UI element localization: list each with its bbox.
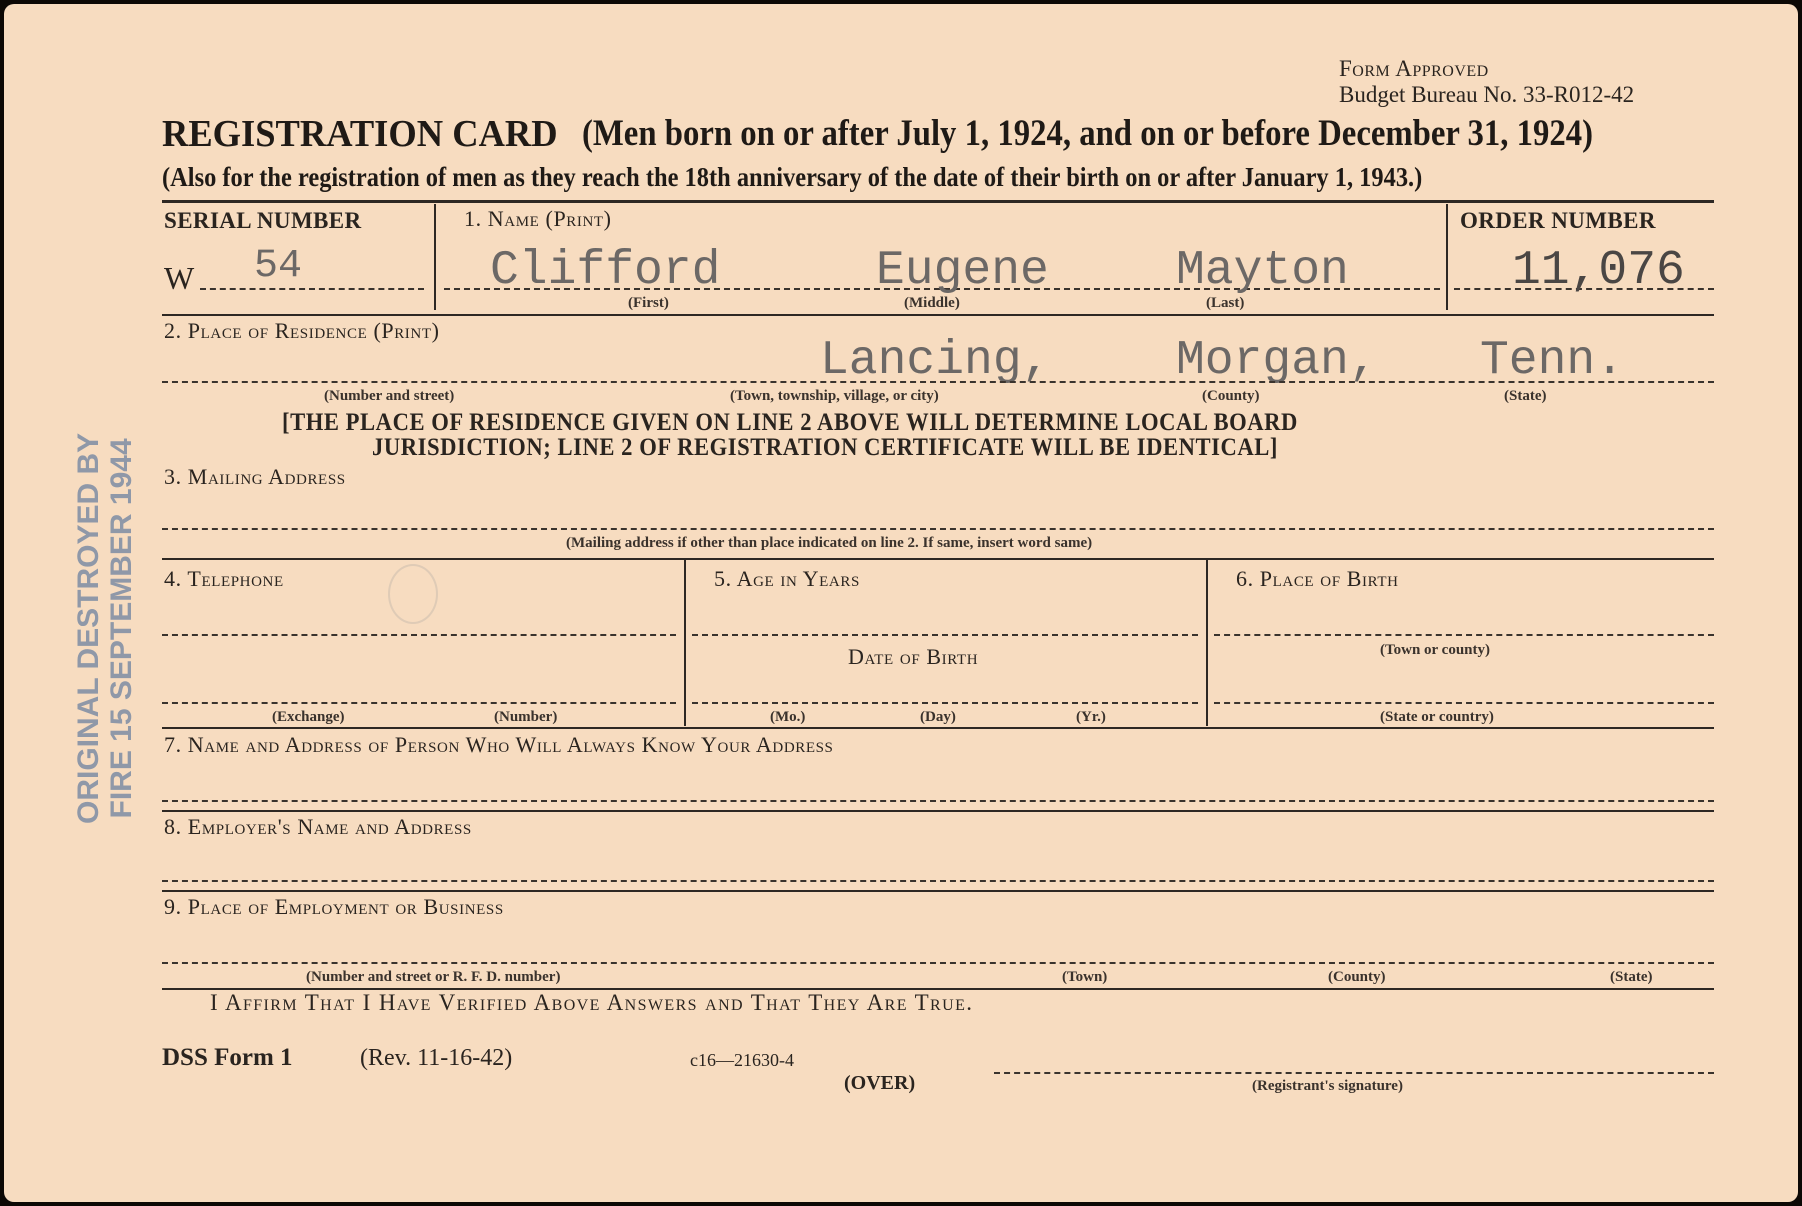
birthplace-town-caption: (Town or county)	[1380, 642, 1491, 658]
middle-caption: (Middle)	[904, 295, 960, 311]
place-of-birth-label: 6. Place of Birth	[1236, 566, 1399, 591]
row8-bottom-border	[162, 890, 1714, 892]
serial-number-label: SERIAL NUMBER	[164, 208, 362, 233]
birthplace-line1	[1214, 634, 1714, 636]
form-approved-label: Form Approved	[1339, 56, 1489, 81]
date-of-birth-line	[692, 702, 1198, 704]
row1-bottom-border	[162, 314, 1714, 316]
residence-notice-line2: JURISDICTION; LINE 2 OF REGISTRATION CERTIFICATE WILL BE IDENTICAL]	[372, 434, 1279, 461]
fire-destroyed-stamp	[72, 433, 138, 824]
employment-county-caption: (County)	[1328, 969, 1386, 985]
residence-state-caption: (State)	[1504, 388, 1547, 404]
first-caption: (First)	[628, 295, 669, 311]
dss-form-id: DSS Form 1	[162, 1044, 293, 1071]
serial-line	[200, 288, 424, 290]
age-divider	[1206, 560, 1208, 726]
dob-month-caption: (Mo.)	[770, 709, 806, 725]
date-of-birth-label: Date of Birth	[848, 644, 979, 669]
row7-bottom-border	[162, 810, 1714, 812]
telephone-line2	[162, 702, 676, 704]
telephone-number-caption: (Number)	[494, 709, 558, 725]
top-border	[162, 200, 1714, 203]
order-number-value: 11,076	[1512, 244, 1685, 298]
contact-person-line	[162, 800, 1714, 802]
budget-bureau-number: Budget Bureau No. 33-R012-42	[1339, 82, 1635, 107]
birthplace-state-caption: (State or country)	[1380, 709, 1494, 725]
age-label: 5. Age in Years	[714, 566, 860, 591]
over-label: (OVER)	[844, 1072, 916, 1094]
residence-town-value: Lancing,	[820, 334, 1051, 388]
name-label: 1. Name (Print)	[464, 206, 612, 231]
telephone-exchange-caption: (Exchange)	[272, 709, 345, 725]
dob-day-caption: (Day)	[920, 709, 956, 725]
stamp-line1: ORIGINAL DESTROYED BY	[72, 432, 105, 824]
place-of-employment-label: 9. Place of Employment or Business	[164, 894, 504, 919]
employer-line	[162, 880, 1714, 882]
print-code: c16—21630-4	[690, 1050, 794, 1070]
employment-line	[162, 962, 1714, 964]
stamp-line2: FIRE 15 SEPTEMBER 1944	[105, 438, 138, 819]
last-name-value: Mayton	[1176, 244, 1349, 298]
mailing-address-label: 3. Mailing Address	[164, 464, 346, 489]
serial-divider	[434, 204, 436, 310]
serial-value: 54	[254, 244, 303, 289]
signature-caption: (Registrant's signature)	[1252, 1078, 1403, 1094]
employer-label: 8. Employer's Name and Address	[164, 814, 472, 839]
employment-state-caption: (State)	[1610, 969, 1653, 985]
mailing-line	[162, 528, 1714, 530]
row3-bottom-border	[162, 558, 1714, 560]
mailing-caption: (Mailing address if other than place indicated on line 2. If same, insert word same)	[566, 535, 1093, 551]
age-line	[692, 634, 1198, 636]
form-revision: (Rev. 11-16-42)	[360, 1045, 513, 1071]
residence-label: 2. Place of Residence (Print)	[164, 318, 440, 343]
birthplace-line2	[1214, 702, 1714, 704]
form-title: REGISTRATION CARD	[162, 113, 558, 155]
residence-county-caption: (County)	[1202, 388, 1260, 404]
first-name-value: Clifford	[490, 244, 721, 298]
row6-bottom-border	[162, 727, 1714, 729]
employment-street-caption: (Number and street or R. F. D. number)	[306, 969, 561, 985]
order-number-label: ORDER NUMBER	[1460, 208, 1656, 233]
residence-notice-line1: [THE PLACE OF RESIDENCE GIVEN ON LINE 2 ABOVE WILL DETERMINE LOCAL BOARD	[282, 409, 1298, 436]
order-divider	[1446, 204, 1448, 310]
residence-state-value: Tenn.	[1480, 334, 1625, 388]
registration-card	[4, 4, 1798, 1202]
affirmation-text: I Affirm That I Have Verified Above Answers and That They Are True.	[210, 990, 974, 1015]
middle-name-value: Eugene	[876, 244, 1049, 298]
employment-town-caption: (Town)	[1062, 969, 1108, 985]
dob-year-caption: (Yr.)	[1076, 709, 1106, 725]
smudge-mark	[388, 564, 438, 624]
serial-prefix: W	[164, 260, 195, 296]
telephone-line1	[162, 634, 676, 636]
telephone-label: 4. Telephone	[164, 566, 284, 591]
residence-street-caption: (Number and street)	[324, 388, 455, 404]
contact-person-label: 7. Name and Address of Person Who Will Always Know Your Address	[164, 732, 834, 757]
signature-line	[994, 1072, 1714, 1074]
telephone-divider	[684, 560, 686, 726]
form-note: (Also for the registration of men as they reach the 18th anniversary of the date of their birth on or after January 1, 1943.)	[162, 162, 1423, 192]
form-subtitle: (Men born on or after July 1, 1924, and on or before December 31, 1924)	[582, 113, 1594, 154]
last-caption: (Last)	[1206, 295, 1245, 311]
residence-line	[162, 381, 1714, 383]
residence-county-value: Morgan,	[1176, 334, 1378, 388]
residence-town-caption: (Town, township, village, or city)	[730, 388, 939, 404]
